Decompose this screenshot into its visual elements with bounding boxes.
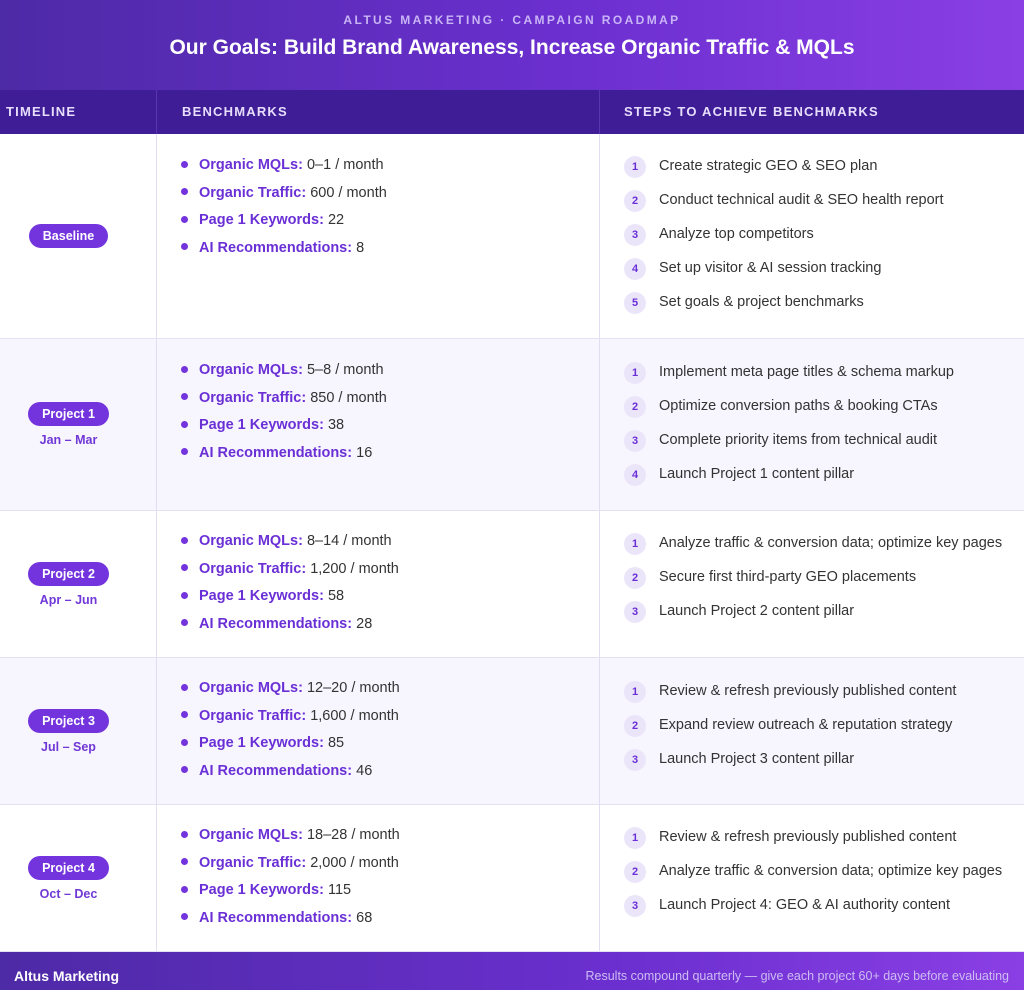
column-header-timeline: TIMELINE: [6, 104, 77, 119]
bullet-icon: [181, 366, 188, 373]
benchmark-item: [181, 211, 387, 239]
step-text: Set goals & project benchmarks: [659, 294, 864, 310]
step-text: Launch Project 2 content pillar: [659, 603, 855, 619]
phase-dates: Oct – Dec: [39, 886, 98, 901]
benchmark-value: 22: [327, 212, 345, 228]
bullet-icon: [181, 564, 188, 571]
column-divider: [599, 134, 600, 338]
step-number-badge: 1: [624, 362, 646, 384]
column-header-bar: [0, 90, 1024, 134]
step-number-badge: 2: [624, 190, 646, 212]
step-text: Optimize conversion paths & booking CTAs: [659, 398, 938, 414]
bullet-icon: [181, 216, 188, 223]
benchmark-label: Page 1 Keywords:: [199, 212, 324, 228]
step-item: [624, 429, 954, 463]
bullet-icon: [181, 858, 188, 865]
phase-dates: Jan – Mar: [39, 433, 98, 447]
step-item: [624, 223, 944, 257]
benchmark-value: 18–28 / month: [306, 827, 400, 843]
benchmark-label: AI Recommendations:: [199, 909, 353, 926]
step-item: [624, 395, 954, 429]
bullet-icon: [181, 684, 188, 691]
benchmark-value: 1,200 / month: [310, 560, 399, 577]
bullet-icon: [181, 421, 188, 428]
step-number-badge: 1: [624, 827, 646, 849]
bullet-icon: [181, 243, 188, 250]
column-divider: [599, 339, 600, 510]
step-number-badge: 1: [624, 533, 646, 555]
step-text: Launch Project 4: GEO & AI authority content: [659, 897, 950, 913]
benchmark-label: Organic Traffic:: [199, 707, 307, 724]
benchmark-item: [181, 881, 400, 909]
phase-badge: Project 1: [28, 402, 109, 426]
benchmark-label: Organic Traffic:: [199, 184, 307, 201]
column-header-steps: STEPS TO ACHIEVE BENCHMARKS: [624, 104, 879, 119]
timeline-cell: [0, 339, 137, 510]
step-text: Analyze top competitors: [659, 226, 814, 242]
column-divider: [156, 134, 157, 338]
benchmark-value: 12–20 / month: [306, 680, 400, 696]
benchmark-list: [181, 826, 400, 936]
benchmark-item: [181, 389, 387, 417]
steps-list: [624, 361, 954, 497]
benchmark-value: 8–14 / month: [306, 533, 392, 549]
step-text: Implement meta page titles & schema markup: [659, 364, 954, 380]
column-divider: [599, 90, 600, 134]
step-number-badge: 3: [624, 895, 646, 917]
step-item: [624, 361, 954, 395]
benchmark-item: [181, 239, 387, 267]
benchmark-label: Page 1 Keywords:: [199, 588, 324, 604]
step-number-badge: 2: [624, 715, 646, 737]
benchmark-label: AI Recommendations:: [199, 615, 353, 632]
step-text: Review & refresh previously published content: [659, 683, 957, 699]
benchmark-item: [181, 444, 387, 472]
step-item: [624, 291, 944, 325]
phase-badge: Project 4: [28, 856, 109, 880]
benchmark-value: 68: [356, 909, 373, 926]
benchmark-item: [181, 734, 400, 762]
benchmark-value: 850 / month: [310, 389, 387, 406]
column-divider: [156, 805, 157, 951]
benchmark-item: [181, 416, 387, 444]
column-header-benchmarks: BENCHMARKS: [182, 104, 288, 119]
step-number-badge: 2: [624, 567, 646, 589]
roadmap-row: [0, 511, 1024, 658]
benchmark-list: [181, 532, 399, 642]
bullet-icon: [181, 592, 188, 599]
column-divider: [156, 90, 157, 134]
benchmark-value: 58: [327, 588, 345, 604]
benchmark-label: Organic Traffic:: [199, 389, 307, 406]
column-divider: [599, 658, 600, 804]
bullet-icon: [181, 619, 188, 626]
step-item: [624, 600, 1002, 634]
benchmark-item: [181, 361, 387, 389]
benchmark-value: 5–8 / month: [306, 362, 384, 378]
step-text: Secure first third-party GEO placements: [659, 569, 917, 585]
benchmark-label: Organic MQLs:: [199, 157, 303, 173]
step-item: [624, 826, 1002, 860]
step-number-badge: 4: [624, 464, 646, 486]
page-header: [0, 0, 1024, 90]
benchmark-item: [181, 156, 387, 184]
benchmark-value: 16: [356, 444, 373, 461]
benchmark-item: [181, 762, 400, 790]
step-text: Review & refresh previously published content: [659, 829, 957, 845]
phase-dates: Apr – Jun: [39, 592, 98, 607]
column-divider: [156, 511, 157, 657]
benchmark-item: [181, 532, 399, 560]
step-item: [624, 155, 944, 189]
benchmark-value: 115: [327, 882, 352, 898]
step-number-badge: 2: [624, 396, 646, 418]
benchmark-label: Page 1 Keywords:: [199, 735, 324, 751]
benchmark-value: 600 / month: [310, 184, 387, 201]
column-divider: [599, 511, 600, 657]
steps-list: [624, 532, 1002, 634]
step-number-badge: 3: [624, 601, 646, 623]
benchmark-list: [181, 361, 387, 471]
step-number-badge: 5: [624, 292, 646, 314]
benchmark-label: AI Recommendations:: [199, 444, 353, 461]
benchmark-value: 1,600 / month: [310, 707, 399, 724]
step-item: [624, 566, 1002, 600]
header-eyebrow: ALTUS MARKETING · CAMPAIGN ROADMAP: [343, 13, 681, 27]
benchmark-label: Organic MQLs:: [199, 827, 303, 843]
step-item: [624, 894, 1002, 928]
benchmark-item: [181, 587, 399, 615]
benchmark-item: [181, 707, 400, 735]
step-text: Launch Project 3 content pillar: [659, 751, 855, 767]
benchmark-label: Organic MQLs:: [199, 680, 303, 696]
step-item: [624, 714, 956, 748]
step-item: [624, 860, 1002, 894]
phase-badge: Baseline: [29, 224, 108, 248]
step-text: Complete priority items from technical audit: [659, 432, 938, 448]
benchmark-list: [181, 156, 387, 266]
benchmark-label: Organic Traffic:: [199, 560, 307, 577]
step-item: [624, 680, 956, 714]
benchmark-value: 28: [356, 615, 373, 632]
benchmark-value: 38: [327, 417, 345, 433]
benchmark-item: [181, 854, 400, 882]
bullet-icon: [181, 161, 188, 168]
phase-badge: Project 3: [28, 709, 109, 733]
step-item: [624, 748, 956, 782]
roadmap-row: [0, 658, 1024, 805]
benchmark-value: 46: [356, 762, 373, 779]
benchmark-label: Organic MQLs:: [199, 362, 303, 378]
step-number-badge: 3: [624, 430, 646, 452]
roadmap-row: [0, 339, 1024, 511]
benchmark-label: AI Recommendations:: [199, 239, 353, 256]
benchmark-label: AI Recommendations:: [199, 762, 353, 779]
bullet-icon: [181, 448, 188, 455]
column-divider: [156, 658, 157, 804]
roadmap-row: [0, 805, 1024, 952]
step-text: Launch Project 1 content pillar: [659, 466, 855, 482]
bullet-icon: [181, 766, 188, 773]
benchmark-value: 8: [356, 239, 365, 256]
footer-note: Results compound quarterly — give each project 60+ days before evaluating: [585, 969, 1009, 983]
column-divider: [599, 805, 600, 951]
benchmark-item: [181, 560, 399, 588]
steps-list: [624, 680, 956, 782]
benchmark-item: [181, 826, 400, 854]
step-text: Analyze traffic & conversion data; optimize key pages: [659, 535, 1003, 551]
bullet-icon: [181, 913, 188, 920]
roadmap-row: [0, 134, 1024, 339]
bullet-icon: [181, 188, 188, 195]
benchmark-value: 2,000 / month: [310, 854, 399, 871]
page-footer: [0, 952, 1024, 990]
benchmark-label: Page 1 Keywords:: [199, 882, 324, 898]
benchmark-value: 0–1 / month: [306, 157, 384, 173]
bullet-icon: [181, 393, 188, 400]
step-number-badge: 1: [624, 156, 646, 178]
benchmark-label: Page 1 Keywords:: [199, 417, 324, 433]
step-number-badge: 1: [624, 681, 646, 703]
column-divider: [156, 339, 157, 510]
benchmark-label: Organic MQLs:: [199, 533, 303, 549]
timeline-cell: [0, 658, 137, 804]
step-item: [624, 532, 1002, 566]
timeline-cell: [0, 511, 137, 657]
timeline-cell: [0, 805, 137, 951]
footer-brand: Altus Marketing: [14, 968, 120, 984]
step-number-badge: 3: [624, 749, 646, 771]
timeline-cell: [0, 134, 137, 338]
benchmark-value: 85: [327, 735, 345, 751]
steps-list: [624, 826, 1002, 928]
step-item: [624, 463, 954, 497]
step-number-badge: 3: [624, 224, 646, 246]
step-number-badge: 2: [624, 861, 646, 883]
step-text: Set up visitor & AI session tracking: [659, 260, 882, 276]
page-title: Our Goals: Build Brand Awareness, Increase Organic Traffic & MQLs: [169, 36, 855, 59]
benchmark-item: [181, 615, 399, 643]
bullet-icon: [181, 739, 188, 746]
benchmark-item: [181, 184, 387, 212]
step-text: Conduct technical audit & SEO health report: [659, 192, 944, 208]
step-text: Analyze traffic & conversion data; optimize key pages: [659, 863, 1003, 879]
benchmark-item: [181, 679, 400, 707]
phase-badge: Project 2: [28, 562, 109, 586]
benchmark-item: [181, 909, 400, 937]
benchmark-label: Organic Traffic:: [199, 854, 307, 871]
bullet-icon: [181, 886, 188, 893]
steps-list: [624, 155, 944, 325]
step-number-badge: 4: [624, 258, 646, 280]
step-text: Create strategic GEO & SEO plan: [659, 158, 878, 174]
phase-dates: Jul – Sep: [41, 739, 96, 754]
step-text: Expand review outreach & reputation strategy: [659, 717, 953, 733]
bullet-icon: [181, 831, 188, 838]
bullet-icon: [181, 537, 188, 544]
step-item: [624, 189, 944, 223]
step-item: [624, 257, 944, 291]
benchmark-list: [181, 679, 400, 789]
bullet-icon: [181, 711, 188, 718]
